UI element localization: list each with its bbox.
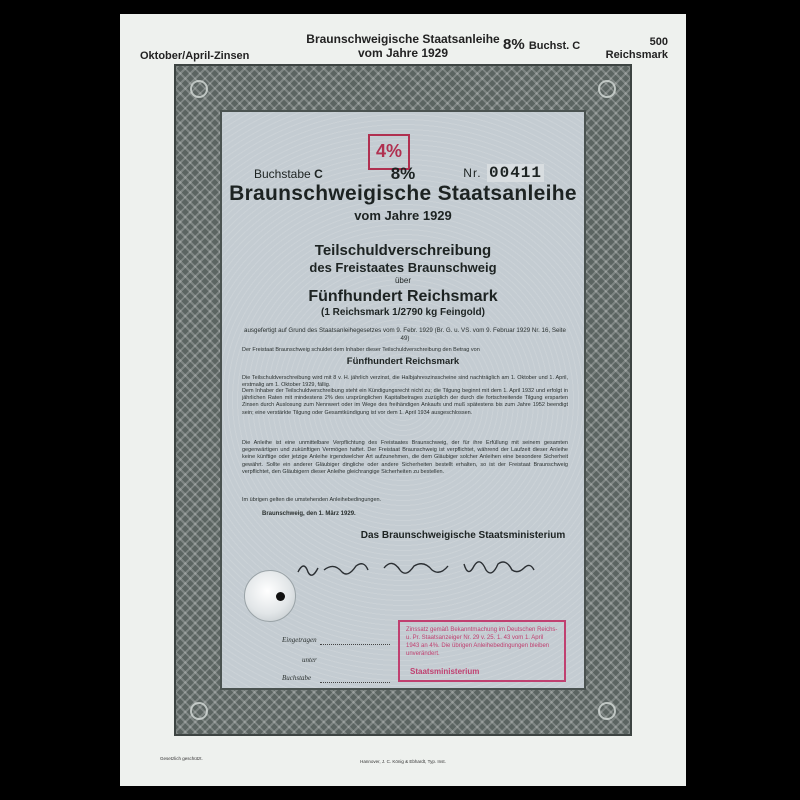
bond-title: Braunschweigische Staatsanleihe xyxy=(229,182,577,205)
bond-certificate xyxy=(120,14,686,786)
face-value-title: Fünfhundert Reichsmark xyxy=(308,288,498,305)
copyright-note: Gesetzlich geschützt. xyxy=(160,756,203,761)
interest-schedule-label: Oktober/April-Zinsen xyxy=(140,50,250,62)
legal-basis-text: ausgefertigt auf Grund des Staatsanleihegesetzes vom 9. Febr. 1929 (Br. G. u. VS. vom 9. Februar 1929 Nr. 16, Seite 49) Der Freistaat Braunschweig schuldet dem Inhaber dieser Teilschuldverschreibung den Betrag von xyxy=(242,327,568,354)
registration-line xyxy=(320,682,390,683)
interest-paragraph: Die Teilschuldverschreibung wird mit 8 v. H. jährlich verzinst, die Halbjahreszinsscheine sind nachträglich am 1. Oktober und 1. April, erstmalig am 1. Oktober 1929, fällig. xyxy=(242,375,568,389)
bond-year: vom Jahre 1929 xyxy=(354,208,452,223)
document-type: Teilschuldverschreibung xyxy=(314,242,492,259)
redemption-paragraph: Dem Inhaber der Teilschuldverschreibung steht ein Kündigungsrecht nicht zu; die Tilgung beginnt mit dem 1. April 1932 und erfolgt in jährlichen Raten mit mindestens 2% des ursprünglichen Kapitalbetrages zuzüglich der durch die fortschreitende Tilgung ersparten Zinsen durch Auslosung zum Nennwert oder im Wege des freihändigen Ankaufs und muß spätestens bis zum Jahre 1952 beendigt sein; eine verstärkte Tilgung oder Gesamtkündigung ist vor dem 1. April 1934 ausgeschlossen. xyxy=(242,388,568,416)
uber-label: über xyxy=(394,276,411,285)
serial-number-label: Nr. xyxy=(463,166,482,180)
handwritten-signatures xyxy=(294,556,554,582)
registered-under-label: unter xyxy=(302,656,317,664)
registered-label: Eingetragen xyxy=(282,636,317,644)
interest-rate: 8% xyxy=(390,164,416,183)
rosette-ornament xyxy=(598,80,616,98)
rosette-ornament xyxy=(190,80,208,98)
header-title-line1: Braunschweigische Staatsanleihe xyxy=(306,32,500,46)
registration-line xyxy=(320,644,390,645)
guilloche-border xyxy=(174,64,632,736)
printer-imprint: Hannover, J. C. König & Ebhardt, Typ. Inst. xyxy=(360,759,446,764)
header-amount xyxy=(606,36,668,62)
header-amount-value: 500 xyxy=(649,36,668,48)
bond-text-panel xyxy=(220,110,586,690)
rosette-ornament xyxy=(598,702,616,720)
serial-number-value: 00411 xyxy=(488,164,542,182)
gold-equivalent: (1 Reichsmark 1/2790 kg Feingold) xyxy=(321,307,485,318)
place-date: Braunschweig, den 1. März 1929. xyxy=(262,511,356,517)
issuing-ministry: Das Braunschweigische Staatsministerium xyxy=(360,530,566,541)
registered-series-label: Buchstabe xyxy=(282,674,312,682)
header-title xyxy=(120,32,686,60)
header-amount-currency: Reichsmark xyxy=(605,49,668,61)
revised-rate-stamp: 4% xyxy=(368,134,410,170)
conditions-paragraph: Im übrigen gelten die umstehenden Anleihebedingungen. xyxy=(242,497,382,503)
face-value-text: Fünfhundert Reichsmark xyxy=(346,356,460,367)
debt-statement: Der Freistaat Braunschweig schuldet dem Inhaber dieser Teilschuldverschreibung den Betrag von xyxy=(242,347,480,353)
header-title-line2: vom Jahre 1929 xyxy=(357,46,449,60)
header-rate: 8% Buchst. C xyxy=(503,36,581,53)
stamp-signature: Staatsministerium xyxy=(410,667,480,676)
stamp-text: Zinssatz gemäß Bekanntmachung im Deutschen Reichs- u. Pr. Staatsanzeiger Nr. 29 v. 25. 1. 43 vom 1. April 1943 an 4%. Die übrigen Anleihebedingungen bleiben unverändert. xyxy=(406,627,558,657)
rosette-ornament xyxy=(190,702,208,720)
interest-reduction-stamp xyxy=(398,620,566,682)
issuer: des Freistaates Braunschweig xyxy=(309,260,497,275)
security-paragraph: Die Anleihe ist eine unmittelbare Verpflichtung des Freistaates Braunschweig, der für ihre Erfüllung mit seinem gesamten gegenwärtigen und zukünftigen Vermögen haftet. Der Freistaat Braunschweig ist verpflichtet, während der Laufzeit dieser Anleihe keine künftige oder jetzige Anleihe irgendwelcher Art aufzunehmen, die dem Gläubiger solcher Anleihen eine besondere Sicherheit gewährt. Sollte ein anderer Gläubiger dingliche oder andere Sicherheiten bestellt erhalten, so ist der Freistaat Braunschweig verpflichtet, den Gläubigern dieser Anleihe gleichrangige Sicherheiten zu bestellen. xyxy=(242,440,568,475)
header-series: Buchst. C xyxy=(528,40,581,52)
embossed-seal xyxy=(244,570,296,622)
series-label: Buchstabe C xyxy=(254,167,323,181)
cancellation-punch-hole xyxy=(276,592,285,601)
